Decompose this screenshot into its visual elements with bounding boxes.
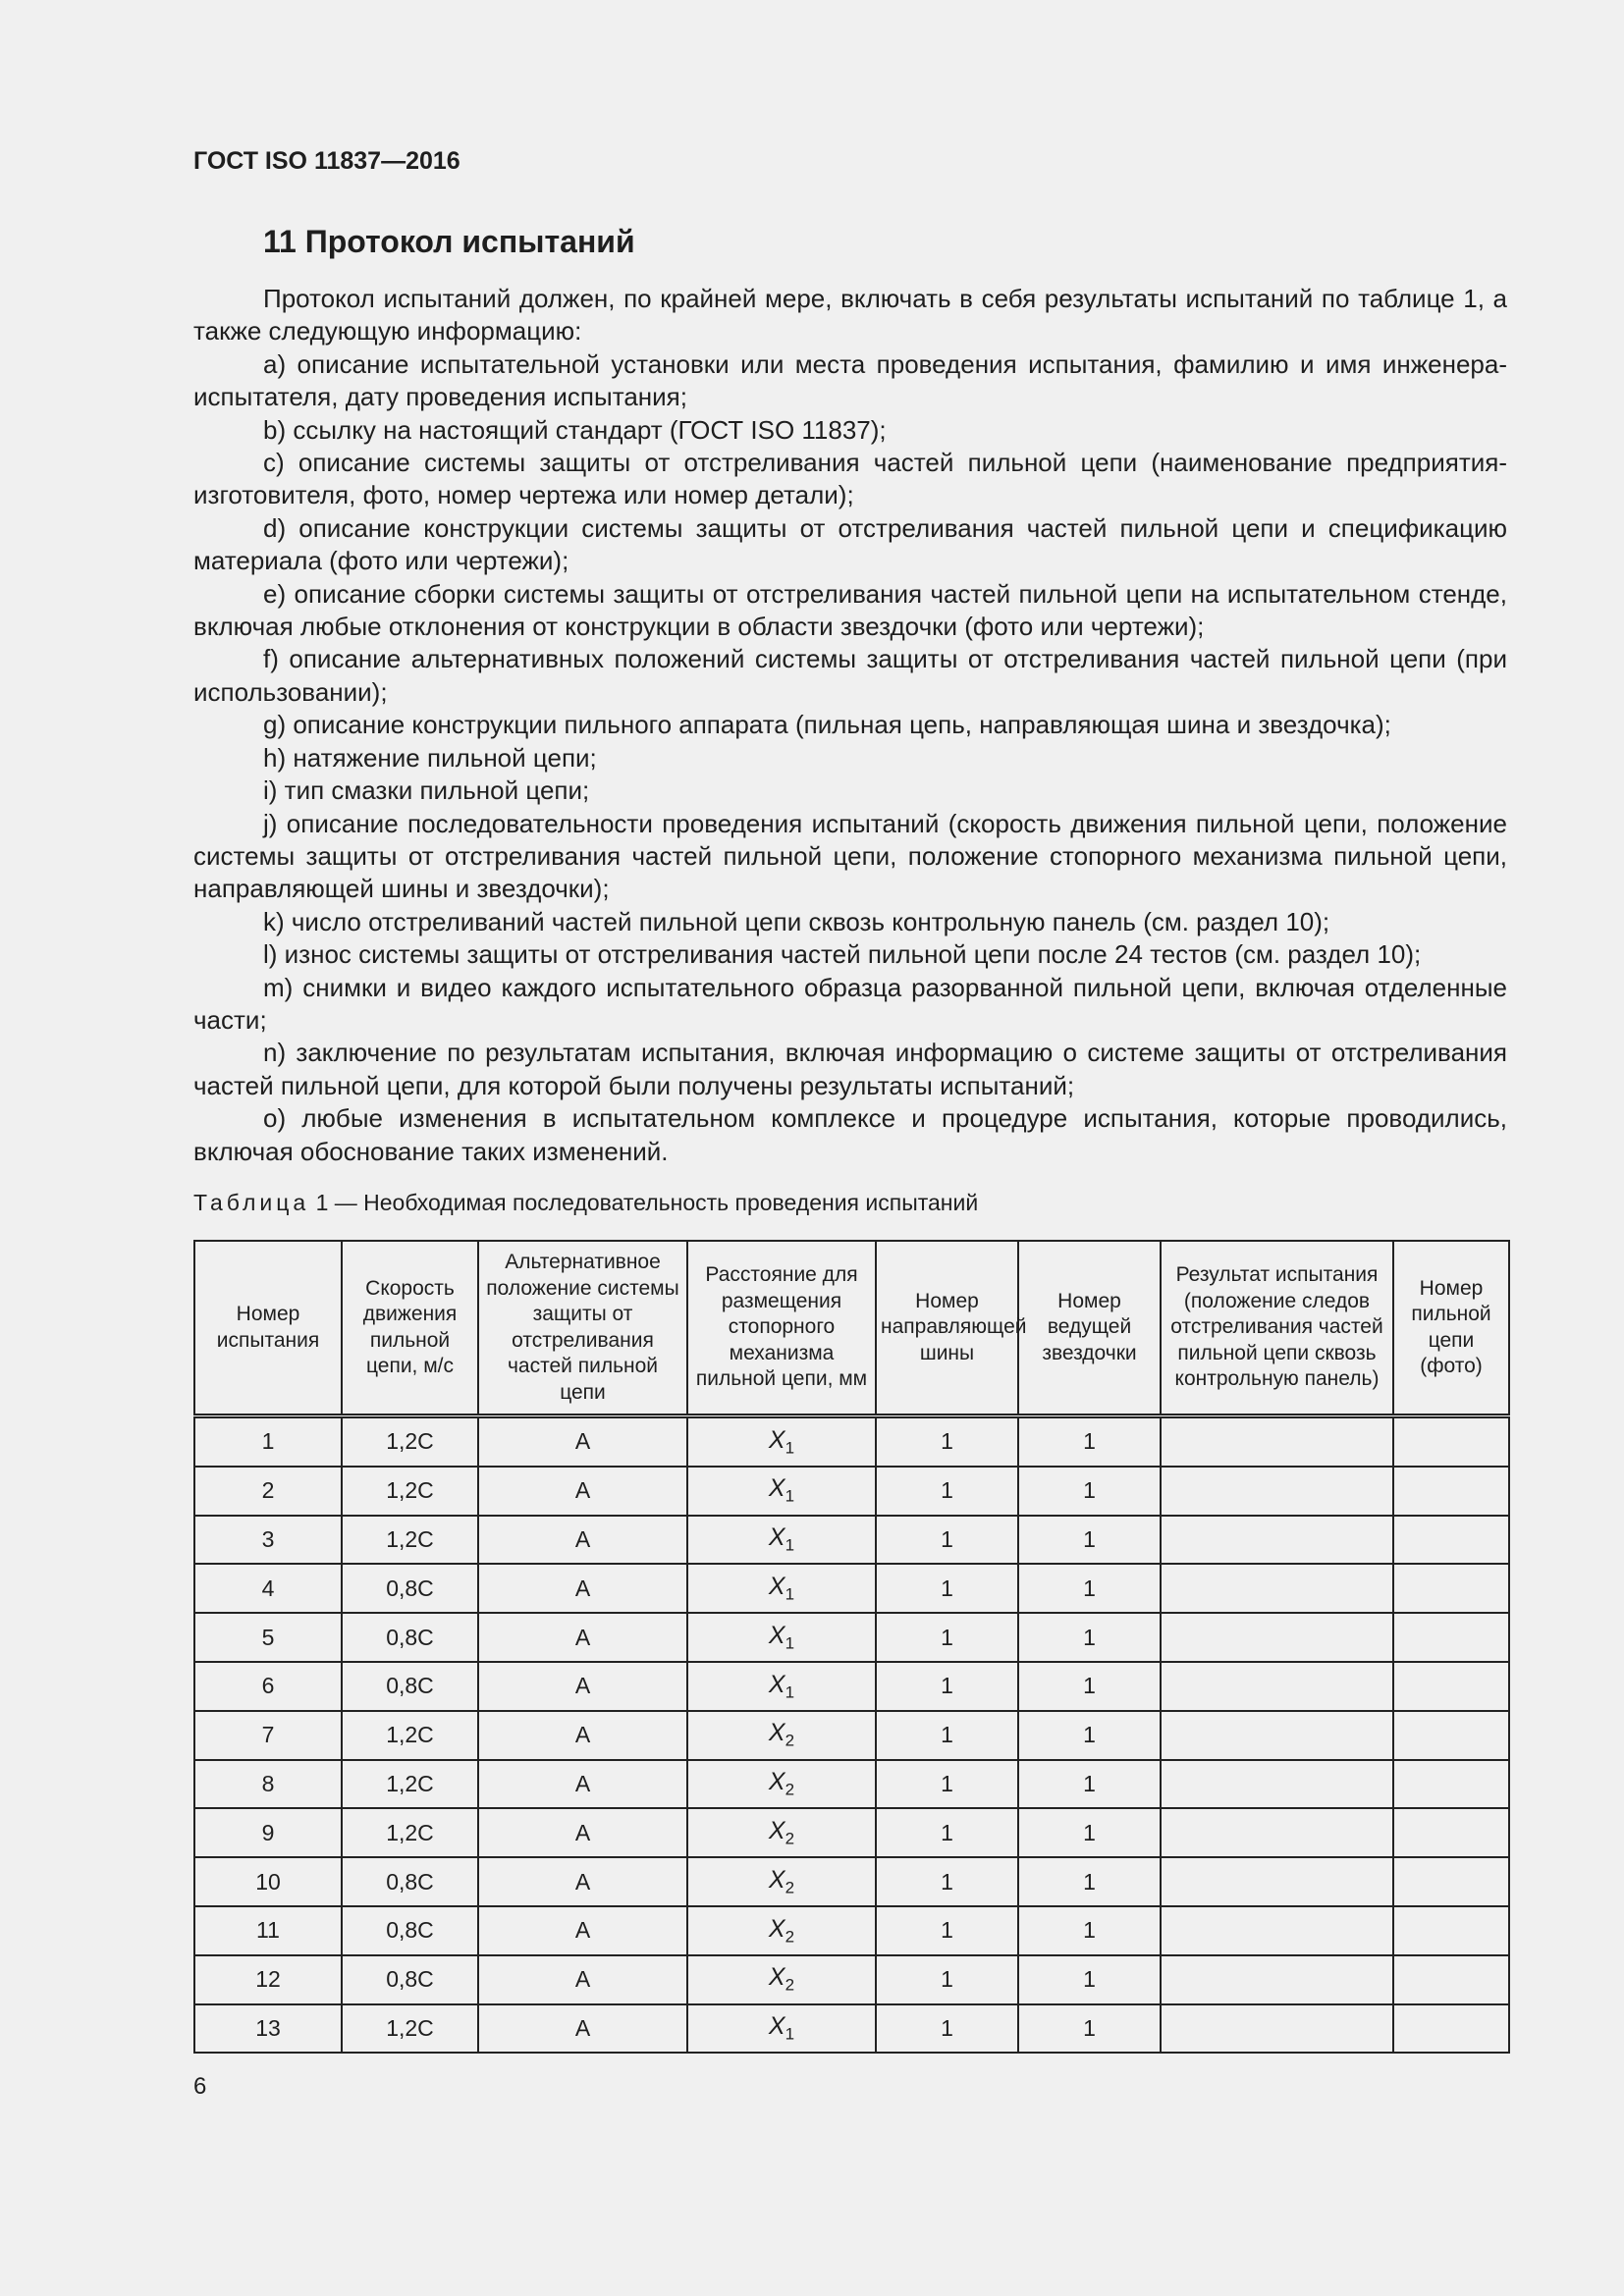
cell-sprocket-number: 1	[1018, 1516, 1161, 1565]
cell-catcher-distance	[687, 1955, 876, 2004]
cell-catcher-distance	[687, 1857, 876, 1906]
distance-symbol: X	[768, 1572, 785, 1600]
distance-subscript: 1	[785, 1633, 795, 1653]
cell-catcher-distance	[687, 1808, 876, 1857]
cell-chain-number	[1393, 1662, 1509, 1711]
distance-subscript: 2	[785, 1878, 795, 1897]
table-row	[194, 1906, 1509, 1955]
table-body	[194, 1416, 1509, 2054]
distance-symbol: X	[768, 1914, 785, 1943]
distance-subscript: 2	[785, 1975, 795, 1995]
cell-guide-bar-number: 1	[876, 2004, 1018, 2054]
table-row	[194, 1564, 1509, 1613]
table-row	[194, 2004, 1509, 2054]
list-item-m: m) снимки и видео каждого испытательного образца разорванной пильной цепи, включая отделенные части;	[193, 972, 1507, 1035]
cell-alt-position: A	[478, 1467, 687, 1516]
cell-test-number: 11	[194, 1906, 342, 1955]
table-row	[194, 1416, 1509, 1467]
cell-alt-position: A	[478, 1613, 687, 1662]
list-item-k: k) число отстреливаний частей пильной цепи сквозь контрольную панель (см. раздел 10);	[263, 906, 1330, 936]
cell-chain-number	[1393, 2004, 1509, 2054]
header-chain-speed: Скорость движения пильной цепи, м/с	[342, 1241, 478, 1416]
page-number: 6	[193, 2073, 207, 2100]
cell-test-number: 7	[194, 1711, 342, 1760]
list-item-o: o) любые изменения в испытательном комплексе и процедуре испытания, которые проводились, включая обоснование таких изменений.	[193, 1103, 1507, 1166]
cell-chain-number	[1393, 1857, 1509, 1906]
cell-guide-bar-number: 1	[876, 1416, 1018, 1467]
document-header: ГОСТ ISO 11837—2016	[193, 147, 460, 175]
cell-test-number: 8	[194, 1760, 342, 1809]
header-test-result: Результат испытания (положение следов отстреливания частей пильной цепи сквозь контрольную панель)	[1161, 1241, 1393, 1416]
cell-alt-position: A	[478, 1711, 687, 1760]
cell-alt-position: A	[478, 1564, 687, 1613]
cell-alt-position: A	[478, 1955, 687, 2004]
cell-sprocket-number: 1	[1018, 1416, 1161, 1467]
cell-test-result	[1161, 1516, 1393, 1565]
cell-test-result	[1161, 1955, 1393, 2004]
cell-alt-position: A	[478, 1857, 687, 1906]
cell-catcher-distance	[687, 1467, 876, 1516]
cell-test-number: 13	[194, 2004, 342, 2054]
cell-sprocket-number: 1	[1018, 1711, 1161, 1760]
distance-subscript: 1	[785, 1486, 795, 1506]
distance-symbol: X	[768, 1865, 785, 1894]
cell-guide-bar-number: 1	[876, 1955, 1018, 2004]
cell-catcher-distance	[687, 1416, 876, 1467]
distance-symbol: X	[768, 1670, 785, 1698]
cell-test-result	[1161, 1467, 1393, 1516]
cell-test-result	[1161, 1808, 1393, 1857]
cell-alt-position: A	[478, 2004, 687, 2054]
cell-sprocket-number: 1	[1018, 1808, 1161, 1857]
list-item-l: l) износ системы защиты от отстреливания частей пильной цепи после 24 тестов (см. раздел 10);	[263, 939, 1422, 970]
test-sequence-table	[193, 1240, 1510, 2054]
cell-catcher-distance	[687, 1564, 876, 1613]
cell-test-number: 6	[194, 1662, 342, 1711]
cell-alt-position: A	[478, 1516, 687, 1565]
cell-chain-number	[1393, 1467, 1509, 1516]
cell-chain-number	[1393, 1711, 1509, 1760]
header-test-number: Номер испытания	[194, 1241, 342, 1416]
list-item-g: g) описание конструкции пильного аппарата (пильная цепь, направляющая шина и звездочка);	[263, 710, 1391, 740]
list-item-h: h) натяжение пильной цепи;	[263, 742, 597, 773]
table-header-row	[194, 1241, 1509, 1416]
distance-symbol: X	[768, 1719, 785, 1747]
cell-chain-speed: 1,2C	[342, 1467, 478, 1516]
distance-subscript: 1	[785, 1584, 795, 1604]
distance-subscript: 2	[785, 1731, 795, 1750]
cell-chain-speed: 1,2C	[342, 1416, 478, 1467]
cell-sprocket-number: 1	[1018, 1613, 1161, 1662]
table-row	[194, 1760, 1509, 1809]
cell-guide-bar-number: 1	[876, 1711, 1018, 1760]
list-item-n: n) заключение по результатам испытания, включая информацию о системе защиты от отстреливания частей пильной цепи, для которой были получены результаты испытаний;	[193, 1038, 1507, 1100]
cell-catcher-distance	[687, 1711, 876, 1760]
table-row	[194, 1662, 1509, 1711]
cell-test-number: 3	[194, 1516, 342, 1565]
cell-guide-bar-number: 1	[876, 1857, 1018, 1906]
distance-symbol: X	[768, 1474, 785, 1503]
cell-catcher-distance	[687, 1613, 876, 1662]
cell-guide-bar-number: 1	[876, 1662, 1018, 1711]
cell-guide-bar-number: 1	[876, 1516, 1018, 1565]
cell-sprocket-number: 1	[1018, 2004, 1161, 2054]
table-caption-text: 1 — Необходимая последовательность проведения испытаний	[315, 1190, 979, 1215]
list-item-a: a) описание испытательной установки или места проведения испытания, фамилию и имя инженера-испытателя, дату проведения испытания;	[193, 348, 1507, 412]
cell-sprocket-number: 1	[1018, 1955, 1161, 2004]
cell-test-number: 5	[194, 1613, 342, 1662]
cell-test-result	[1161, 1857, 1393, 1906]
cell-sprocket-number: 1	[1018, 1760, 1161, 1809]
cell-guide-bar-number: 1	[876, 1613, 1018, 1662]
cell-test-number: 4	[194, 1564, 342, 1613]
distance-subscript: 1	[785, 1682, 795, 1702]
distance-subscript: 1	[785, 1535, 795, 1555]
header-alt-position: Альтернативное положение системы защиты от отстреливания частей пильной цепи	[478, 1241, 687, 1416]
list-item-d: d) описание конструкции системы защиты от отстреливания частей пильной цепи и спецификацию материала (фото или чертежи);	[193, 512, 1507, 576]
cell-chain-number	[1393, 1955, 1509, 2004]
cell-test-number: 10	[194, 1857, 342, 1906]
table-row	[194, 1613, 1509, 1662]
distance-symbol: X	[768, 2012, 785, 2041]
table-row	[194, 1516, 1509, 1565]
distance-symbol: X	[768, 1963, 785, 1992]
list-item-j: j) описание последовательности проведения испытаний (скорость движения пильной цепи, положение системы защиты от отстреливания частей пильной цепи, положение стопорного механизма пильной цепи, направляющей шины и звездочки);	[193, 808, 1507, 904]
cell-test-result	[1161, 1613, 1393, 1662]
cell-test-number: 2	[194, 1467, 342, 1516]
cell-alt-position: A	[478, 1760, 687, 1809]
cell-chain-number	[1393, 1416, 1509, 1467]
cell-catcher-distance	[687, 1906, 876, 1955]
cell-test-number: 9	[194, 1808, 342, 1857]
cell-alt-position: A	[478, 1416, 687, 1467]
cell-test-result	[1161, 1906, 1393, 1955]
cell-chain-number	[1393, 1808, 1509, 1857]
cell-chain-speed: 0,8C	[342, 1662, 478, 1711]
cell-guide-bar-number: 1	[876, 1564, 1018, 1613]
cell-chain-number	[1393, 1564, 1509, 1613]
cell-chain-number	[1393, 1906, 1509, 1955]
cell-test-result	[1161, 2004, 1393, 2054]
cell-test-result	[1161, 1564, 1393, 1613]
cell-chain-speed: 0,8C	[342, 1906, 478, 1955]
cell-guide-bar-number: 1	[876, 1906, 1018, 1955]
table-caption	[193, 1190, 978, 1216]
cell-chain-number	[1393, 1516, 1509, 1565]
cell-chain-speed: 0,8C	[342, 1613, 478, 1662]
list-item-c: c) описание системы защиты от отстреливания частей пильной цепи (наименование предприятия-изготовителя, фото, номер чертежа или номер детали);	[193, 448, 1507, 510]
table-row	[194, 1467, 1509, 1516]
list-item-i: i) тип смазки пильной цепи;	[263, 775, 590, 806]
cell-guide-bar-number: 1	[876, 1467, 1018, 1516]
cell-chain-number	[1393, 1613, 1509, 1662]
distance-subscript: 2	[785, 1829, 795, 1848]
cell-alt-position: A	[478, 1906, 687, 1955]
report-body	[193, 283, 1507, 1168]
header-guide-bar-number: Номер направляющей шины	[876, 1241, 1018, 1416]
cell-chain-speed: 1,2C	[342, 1711, 478, 1760]
cell-catcher-distance	[687, 1760, 876, 1809]
cell-chain-speed: 0,8C	[342, 1955, 478, 2004]
cell-test-result	[1161, 1760, 1393, 1809]
table-row	[194, 1711, 1509, 1760]
list-item-b: b) ссылку на настоящий стандарт (ГОСТ ISO 11837);	[263, 414, 887, 445]
cell-chain-speed: 0,8C	[342, 1564, 478, 1613]
cell-chain-number	[1393, 1760, 1509, 1809]
list-item-e: e) описание сборки системы защиты от отстреливания частей пильной цепи на испытательном стенде, включая любые отклонения от конструкции в области звездочки (фото или чертежи);	[193, 578, 1507, 642]
cell-test-result	[1161, 1711, 1393, 1760]
distance-symbol: X	[768, 1816, 785, 1844]
distance-symbol: X	[768, 1425, 785, 1454]
cell-alt-position: A	[478, 1662, 687, 1711]
header-catcher-distance: Расстояние для размещения стопорного механизма пильной цепи, мм	[687, 1241, 876, 1416]
cell-sprocket-number: 1	[1018, 1467, 1161, 1516]
table-row	[194, 1857, 1509, 1906]
cell-chain-speed: 1,2C	[342, 1760, 478, 1809]
distance-subscript: 2	[785, 1927, 795, 1947]
distance-symbol: X	[768, 1523, 785, 1552]
cell-test-result	[1161, 1662, 1393, 1711]
cell-test-result	[1161, 1416, 1393, 1467]
cell-sprocket-number: 1	[1018, 1662, 1161, 1711]
table-row	[194, 1955, 1509, 2004]
table-caption-word: Таблица	[193, 1190, 310, 1215]
cell-sprocket-number: 1	[1018, 1857, 1161, 1906]
cell-chain-speed: 1,2C	[342, 1808, 478, 1857]
distance-subscript: 2	[785, 1780, 795, 1799]
distance-symbol: X	[768, 1768, 785, 1796]
cell-catcher-distance	[687, 1516, 876, 1565]
cell-chain-speed: 1,2C	[342, 1516, 478, 1565]
cell-alt-position: A	[478, 1808, 687, 1857]
cell-chain-speed: 1,2C	[342, 2004, 478, 2054]
cell-test-number: 1	[194, 1416, 342, 1467]
section-title: 11 Протокол испытаний	[263, 224, 635, 259]
list-item-f: f) описание альтернативных положений системы защиты от отстреливания частей пильной цепи (при использовании);	[193, 644, 1507, 707]
intro-paragraph: Протокол испытаний должен, по крайней мере, включать в себя результаты испытаний по таблице 1, а также следующую информацию:	[193, 284, 1507, 347]
cell-guide-bar-number: 1	[876, 1760, 1018, 1809]
cell-catcher-distance	[687, 1662, 876, 1711]
cell-sprocket-number: 1	[1018, 1906, 1161, 1955]
distance-subscript: 1	[785, 1438, 795, 1458]
header-sprocket-number: Номер ведущей звездочки	[1018, 1241, 1161, 1416]
cell-chain-speed: 0,8C	[342, 1857, 478, 1906]
table-row	[194, 1808, 1509, 1857]
cell-guide-bar-number: 1	[876, 1808, 1018, 1857]
distance-symbol: X	[768, 1621, 785, 1649]
header-chain-number: Номер пильной цепи (фото)	[1393, 1241, 1509, 1416]
cell-test-number: 12	[194, 1955, 342, 2004]
cell-sprocket-number: 1	[1018, 1564, 1161, 1613]
cell-catcher-distance	[687, 2004, 876, 2054]
distance-subscript: 1	[785, 2024, 795, 2044]
